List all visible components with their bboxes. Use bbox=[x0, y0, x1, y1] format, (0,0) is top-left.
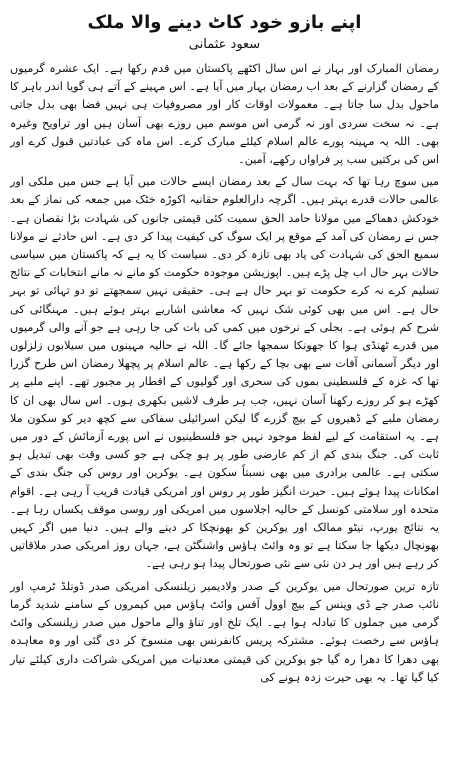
article-title: اپنے بازو خود کاٹ دینے والا ملک bbox=[87, 12, 362, 33]
article-paragraph: رمضان المبارک اور بہار نے اس سال اکٹھے پاکستان میں قدم رکھا ہے۔ ایک عشرہ گرمیوں کے رمضان گزارنے کے بعد اب رمضان بہار میں آیا ہے۔ اس مہینے کے آتے ہی گویا اندر باہر کا ماحول بدل سا جاتا ہے۔ معمولات اوقات کار اور مصروفیات ہی نہیں فضا بھی بدل جاتی ہے۔ نہ سخت سردی اور نہ گرمی اس موسم میں روزے بھی آسان ہیں اور تراویح وغیرہ بھی۔ اللہ یہ مہینہ پورے عالم اسلام کیلئے مبارک کرے۔ اس ماہ کی عبادتیں قبول کرے اور اس کی برکتیں سب پر فراواں رکھے، آمین۔ bbox=[10, 62, 439, 167]
article-paragraph: تازہ ترین صورتحال میں یوکرین کے صدر ولادیمیر زیلنسکی امریکی صدر ڈونلڈ ٹرمپ اور نائب صدر جے ڈی وینس کے بیچ اوول آفس وائٹ ہاؤس میں کیمروں کے سامنے شدید گرما گرمی میں جملوں کا تبادلہ ہوا ہے۔ ایک تلخ اور تناؤ والے ماحول میں صدر زیلنسکی وائٹ ہاؤس سے رخصت ہوئے۔ مشترکہ پریس کانفرنس بھی منسوخ کر دی گئی اور وہ معاہدہ بھی دھرا کا دھرا رہ گیا جو یوکرین کی قیمتی معدنیات میں امریکی شراکت داری کیلئے تیار کیا گیا تھا۔ یہ بھی حیرت زدہ ہونے کی bbox=[10, 579, 439, 684]
article-author: سعود عثمانی bbox=[188, 37, 261, 52]
article-body bbox=[10, 60, 439, 687]
article-paragraph: میں سوچ رہا تھا کہ بہت سال کے بعد رمضان ایسے حالات میں آیا ہے جس میں ملکی اور عالمی حالات قدرے بہتر ہیں۔ اگرچہ دارالعلوم حقانیہ اکوڑہ خٹک میں جمعہ کی نماز کے بعد خودکش دھماکے میں مولانا حامد الحق سمیت کئی قیمتی جانوں کی شہادت بڑا نقصان ہے۔ جس نے رمضان کی آمد کے موقع پر ایک سوگ کی کیفیت پیدا کر دی ہے۔ اس حادثے نے مولانا سمیع الحق کی شہادت کی یاد بھی تازہ کر دی۔ سیاست کا یہ ہے کہ پاکستان میں سیاسی حالات بہر حال اب چل پڑے ہیں۔ اپوزیشن موجودہ حکومت کو مانے نہ مانے انتخابات کے نتائج تسلیم کرے نہ کرے حکومت تو بہر حال ہے ہی۔ حقیقی نہیں سمجھتے تو دو تہائی تو بہر حال ہے۔ اس میں بھی کوئی شک نہیں کہ معاشی اشاریے بہتر ہوئے ہیں۔ مہنگائی کی شرح کم ہوئی ہے۔ بجلی کے نرخوں میں کمی کی بات کی جا رہی ہے جو آنے والی گرمیوں میں قدرے ٹھنڈی ہوا کا جھونکا سمجھا جائے گا۔ اللہ نے حالیہ مہینوں میں سیلابوں زلزلوں اور دیگر آسمانی آفات سے بھی بچا کے رکھا ہے۔ عالم اسلام پر پچھلا رمضان اس طرح گزرا تھا کہ غزہ کے فلسطینی بموں کی سحری اور گولیوں کے افطار پر مجبور تھے۔ اپنے ملبے پر کھڑے ہو کر روزے رکھنا آسان نہیں، جب ہر طرف لاشیں بکھری ہوں۔ اس سال بھی ان کا رمضان ملبے کے ڈھیروں کے بیچ گزرے گا لیکن اسرائیلی سفاکی سے کچھ دیر کو سکون ملا ہے۔ یہ استقامت کے لیے لفظ موجود نہیں جو فلسطینیوں نے اس پورے آزمائش کے دور میں ثابت کی۔ جنگ بندی کم از کم عارضی طور پر ہو چکی ہے جو کسی وقت بھی تبدیل ہو سکتی ہے۔ عالمی برادری میں بھی نسبتاً سکون ہے۔ یوکرین اور روس کی جنگ بندی کے امکانات پیدا ہوئے ہیں۔ حیرت انگیز طور پر روس اور امریکی قیادت قریب آ رہی ہے۔ اقوام متحدہ اور سلامتی کونسل کے حالیہ اجلاسوں میں امریکی اور روسی موقف یکساں رہا ہے۔ یہ نتائج یورپ، نیٹو ممالک اور یوکرین کو بھونچکا کر دینے والے ہیں۔ دنیا میں اگر کہیں بھونچال دیکھا جا سکتا ہے تو وہ وائٹ ہاؤس واشنگٹن ہے، جہاں روز امریکی صدر ملاقاتیں کر رہے ہیں اور ہر دن نئی سے نئی صورتحال پیدا ہو رہی ہے۔ bbox=[10, 175, 439, 571]
